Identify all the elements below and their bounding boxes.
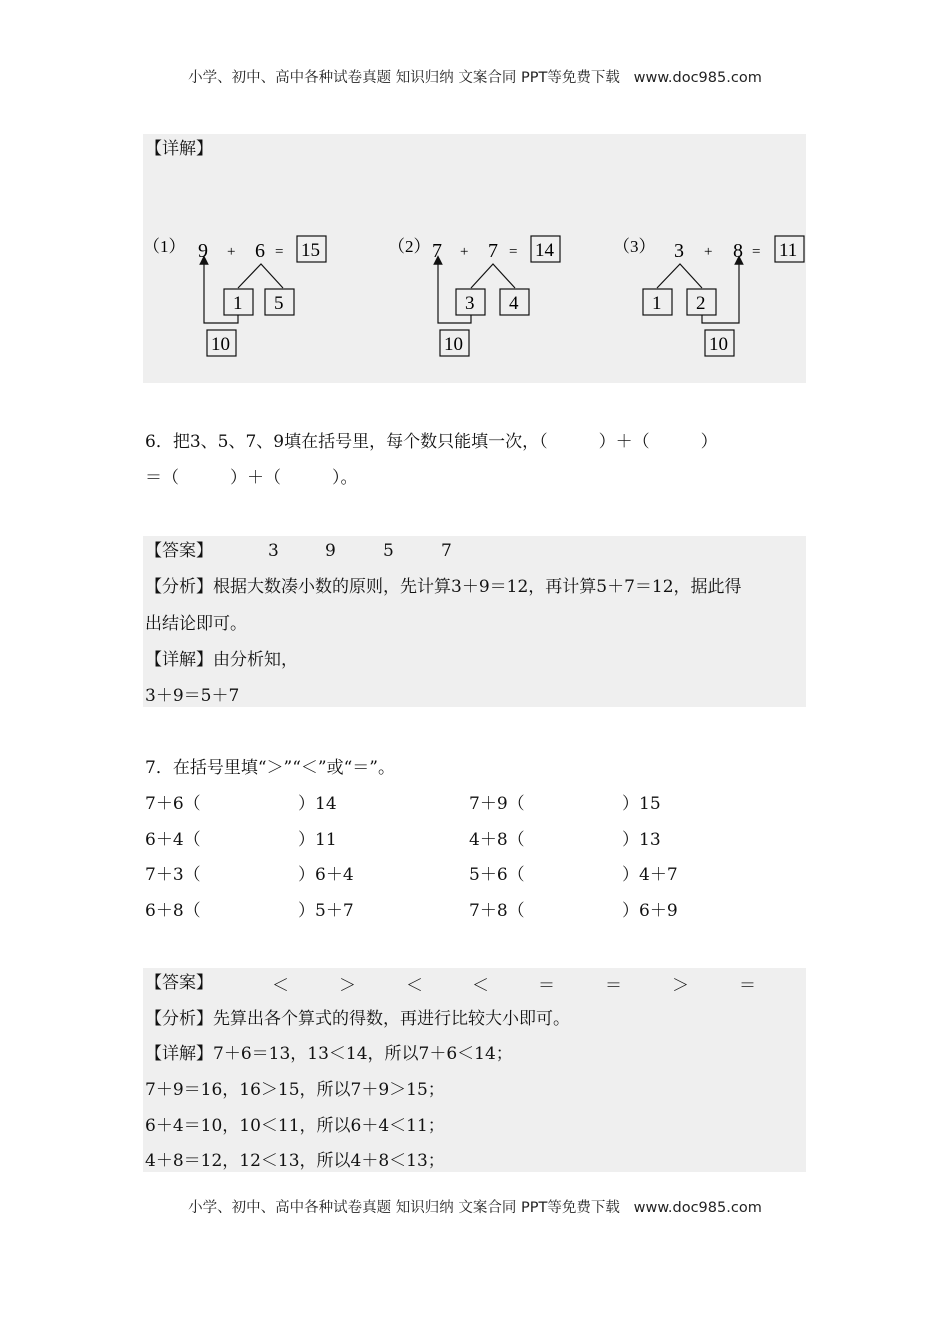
diagram-2 (388, 236, 560, 356)
q6-answer-4: 7 (441, 541, 452, 561)
diagram-1-split-lines (238, 264, 283, 288)
diagram-3-result: 11 (779, 240, 798, 261)
q7-row-2-right-expr: 4＋8（ (469, 830, 525, 850)
q6-detail-line-2: 3＋9＝5＋7 (145, 686, 240, 706)
answer-panel-q7 (143, 968, 806, 1172)
q7-row-2-left-tail: ）11 (298, 830, 337, 850)
q6-line-2: ＝（ ）＋（ ）。 (145, 468, 358, 488)
diagram-2-label: （2） (388, 237, 431, 256)
q6-analysis-line-2: 出结论即可。 (145, 614, 247, 634)
q7-answer-label: 【答案】 (145, 973, 213, 993)
detail-label-q5: 【详解】 (145, 139, 213, 159)
diagram-2-result: 14 (535, 240, 554, 261)
q6-analysis-label: 【分析】 (145, 577, 213, 597)
q7-answer-7: ＞ (672, 976, 689, 996)
q7-row-3-right-expr: 5＋6（ (469, 865, 525, 885)
q7-detail-label: 【详解】 (145, 1044, 213, 1064)
diagram-3-split-2: 2 (696, 293, 706, 314)
q6-analysis-line-1 (145, 575, 742, 599)
q6-detail-label: 【详解】 (145, 650, 213, 670)
diagram-3-label: （3） (613, 237, 656, 256)
q7-row-4-right-tail: ）6＋9 (622, 901, 678, 921)
diagram-1-eq: = (275, 244, 284, 260)
q7-detail-line-3: 6＋4＝10，10＜11，所以6＋4＜11； (145, 1116, 445, 1136)
diagram-2-ten: 10 (444, 334, 463, 355)
q7-answer-4: ＜ (472, 976, 489, 996)
q7-row-4-left-tail: ）5＋7 (298, 901, 354, 921)
q7-row-3-right-tail: ）4＋7 (622, 865, 678, 885)
q6-line-1: 6．把3、5、7、9填在括号里，每个数只能填一次，（ ）＋（ ） (145, 432, 718, 452)
q7-detail-text-1: 7＋6＝13，13＜14，所以7＋6＜14； (213, 1044, 513, 1064)
diagram-2-b: 7 (488, 240, 498, 262)
q7-detail-line-4: 4＋8＝12，12＜13，所以4＋8＜13； (145, 1151, 445, 1171)
q6-answer-2: 9 (325, 541, 336, 561)
diagram-1-b: 6 (255, 240, 265, 262)
diagram-2-a: 7 (432, 240, 442, 262)
diagram-1-split-1: 1 (233, 293, 243, 314)
diagram-2-split-2: 4 (509, 293, 519, 314)
q7-answer-3: ＜ (406, 976, 423, 996)
diagram-1-ten: 10 (211, 334, 230, 355)
page-footer (0, 1196, 950, 1217)
diagram-3-ten: 10 (709, 334, 728, 355)
diagram-1-label: （1） (143, 237, 186, 256)
q7-row-1-right-expr: 7＋9（ (469, 794, 525, 814)
diagram-1-a: 9 (198, 240, 208, 262)
q6-detail-line-1 (145, 648, 298, 672)
footer-site: www.doc985.com (633, 1200, 762, 1216)
q7-row-3-left-tail: ）6＋4 (298, 865, 354, 885)
diagram-2-op: + (460, 244, 469, 260)
diagram-3-op: + (704, 244, 713, 260)
q6-analysis-text-1: 根据大数凑小数的原则，先计算3＋9＝12，再计算5＋7＝12，据此得 (213, 577, 742, 597)
header-site: www.doc985.com (633, 70, 762, 86)
diagram-3-split-lines (657, 264, 702, 288)
diagram-3-arrow (702, 260, 739, 323)
diagram-1-split-2: 5 (274, 293, 284, 314)
header-text: 小学、初中、高中各种试卷真题 知识归纳 文案合同 PPT等免费下载 (188, 70, 620, 86)
q7-row-2-right-tail: ）13 (622, 830, 661, 850)
q7-row-2-left-expr: 6＋4（ (145, 830, 201, 850)
q7-row-1-left-expr: 7＋6（ (145, 794, 201, 814)
q7-analysis-text: 先算出各个算式的得数，再进行比较大小即可。 (213, 1009, 570, 1029)
diagram-2-split-lines (471, 264, 515, 288)
q7-row-1-right-tail: ）15 (622, 794, 661, 814)
number-decomposition-diagrams (143, 232, 806, 362)
q7-analysis-line (145, 1007, 570, 1031)
footer-text: 小学、初中、高中各种试卷真题 知识归纳 文案合同 PPT等免费下载 (188, 1200, 620, 1216)
q7-row-3-left-expr: 7＋3（ (145, 865, 201, 885)
q7-answer-6: ＝ (605, 976, 622, 996)
q7-answer-8: ＝ (739, 976, 756, 996)
diagram-3 (613, 236, 804, 356)
q7-answer-2: ＞ (339, 976, 356, 996)
diagram-1 (143, 236, 326, 356)
diagram-2-eq: = (509, 244, 518, 260)
q7-detail-line-1 (145, 1042, 513, 1066)
q7-row-4-right-expr: 7＋8（ (469, 901, 525, 921)
q7-answer-1: ＜ (272, 976, 289, 996)
q6-answer-label: 【答案】 (145, 541, 213, 561)
diagram-3-a: 3 (674, 240, 684, 262)
q7-answer-5: ＝ (538, 976, 555, 996)
q7-row-4-left-expr: 6＋8（ (145, 901, 201, 921)
diagram-3-split-1: 1 (652, 293, 662, 314)
q7-row-1-left-tail: ）14 (298, 794, 337, 814)
q6-answer-1: 3 (268, 541, 279, 561)
q6-answer-3: 5 (383, 541, 394, 561)
diagram-2-split-1: 3 (465, 293, 475, 314)
diagram-3-b: 8 (733, 240, 743, 262)
q7-title: 7．在括号里填“＞”“＜”或“＝”。 (145, 758, 395, 778)
diagram-1-op: + (227, 244, 236, 260)
page-header (0, 66, 950, 87)
q7-detail-line-2: 7＋9＝16，16＞15，所以7＋9＞15； (145, 1080, 445, 1100)
diagram-3-eq: = (752, 244, 761, 260)
q7-analysis-label: 【分析】 (145, 1009, 213, 1029)
q6-detail-text-1: 由分析知， (213, 650, 298, 670)
diagram-1-result: 15 (301, 240, 320, 261)
